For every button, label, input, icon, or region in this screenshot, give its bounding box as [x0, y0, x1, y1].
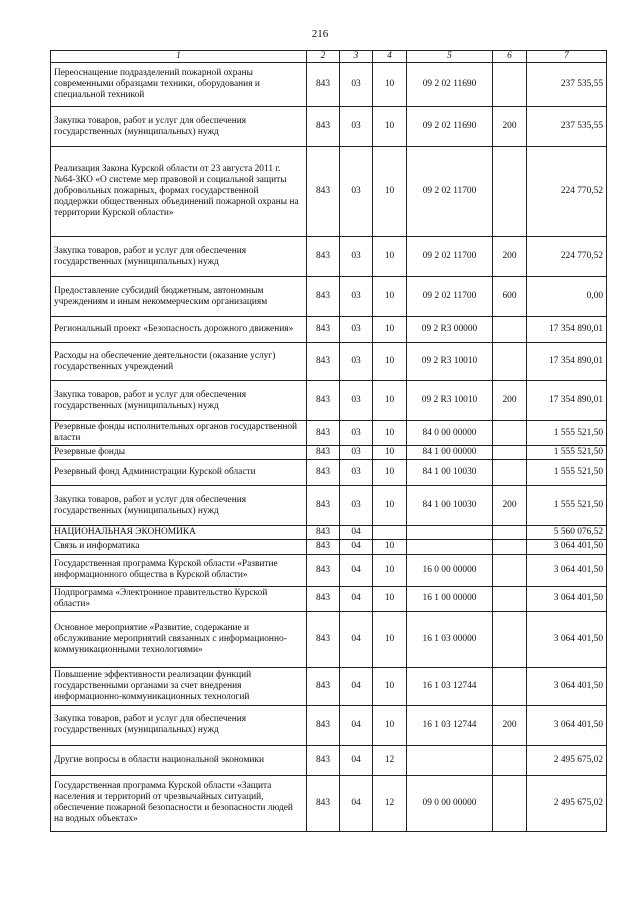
- target-article-code: 09 2 02 11690: [407, 63, 493, 107]
- section-code: 04: [340, 540, 373, 554]
- ministry-code: 843: [307, 317, 340, 343]
- target-article-code: 09 2 R3 10010: [407, 343, 493, 381]
- item-name: Предоставление субсидий бюджетным, автономным учреждениям и иным некоммерческим организациям: [51, 277, 307, 317]
- ministry-code: 843: [307, 745, 340, 775]
- subsection-code: 10: [373, 705, 407, 745]
- item-name: Государственная программа Курской области «Защита населения и территорий от чрезвычайных ситуаций, обеспечение пожарной безопасности и безопасности людей на водных объектах»: [51, 775, 307, 831]
- target-article-code: [407, 745, 493, 775]
- target-article-code: 09 0 00 00000: [407, 775, 493, 831]
- item-name: Закупка товаров, работ и услуг для обеспечения государственных (муниципальных) нужд: [51, 486, 307, 526]
- subsection-code: 10: [373, 107, 407, 147]
- table-row: [51, 526, 607, 540]
- target-article-code: [407, 540, 493, 554]
- target-article-code: 09 2 R3 10010: [407, 381, 493, 421]
- section-code: 03: [340, 343, 373, 381]
- expense-type-code: [493, 63, 527, 107]
- expense-type-code: [493, 586, 527, 611]
- table-row: [51, 237, 607, 277]
- amount: 5 560 076,52: [527, 526, 607, 540]
- subsection-code: 10: [373, 343, 407, 381]
- column-header: 4: [373, 51, 407, 63]
- amount: 0,00: [527, 277, 607, 317]
- target-article-code: 09 2 02 11690: [407, 107, 493, 147]
- expense-type-code: [493, 460, 527, 486]
- ministry-code: 843: [307, 421, 340, 446]
- item-name: Связь и информатика: [51, 540, 307, 554]
- expense-type-code: [493, 147, 527, 237]
- subsection-code: 10: [373, 147, 407, 237]
- subsection-code: 10: [373, 421, 407, 446]
- ministry-code: 843: [307, 586, 340, 611]
- section-code: 03: [340, 446, 373, 460]
- expense-type-code: [493, 540, 527, 554]
- ministry-code: 843: [307, 775, 340, 831]
- expense-type-code: [493, 775, 527, 831]
- item-name: НАЦИОНАЛЬНАЯ ЭКОНОМИКА: [51, 526, 307, 540]
- item-name: Резервные фонды исполнительных органов государственной власти: [51, 421, 307, 446]
- amount: 1 555 521,50: [527, 486, 607, 526]
- item-name: Повышение эффективности реализации функций государственными органами за счет внедрения информационно-коммуникационных технологий: [51, 667, 307, 705]
- page-number: 216: [311, 28, 329, 40]
- item-name: Реализация Закона Курской области от 23 августа 2011 г. №64-ЗКО «О системе мер правовой и социальной защиты добровольных пожарных, формах государственной поддержки общественных объединений пожарной охраны на территории Курской области»: [51, 147, 307, 237]
- target-article-code: 84 0 00 00000: [407, 421, 493, 446]
- amount: 237 535,55: [527, 63, 607, 107]
- subsection-code: 10: [373, 460, 407, 486]
- amount: 3 064 401,50: [527, 586, 607, 611]
- section-code: 04: [340, 775, 373, 831]
- column-header: 7: [527, 51, 607, 63]
- section-code: 04: [340, 611, 373, 667]
- subsection-code: 12: [373, 745, 407, 775]
- target-article-code: 84 1 00 10030: [407, 486, 493, 526]
- table-row: [51, 554, 607, 586]
- table-row: [51, 63, 607, 107]
- section-code: 03: [340, 381, 373, 421]
- subsection-code: 10: [373, 540, 407, 554]
- section-code: 03: [340, 277, 373, 317]
- target-article-code: 09 2 02 11700: [407, 237, 493, 277]
- expense-type-code: [493, 421, 527, 446]
- ministry-code: 843: [307, 540, 340, 554]
- expense-type-code: [493, 446, 527, 460]
- target-article-code: 16 1 00 00000: [407, 586, 493, 611]
- section-code: 04: [340, 745, 373, 775]
- expense-type-code: [493, 611, 527, 667]
- target-article-code: 09 2 R3 00000: [407, 317, 493, 343]
- item-name: Резервные фонды: [51, 446, 307, 460]
- ministry-code: 843: [307, 277, 340, 317]
- expense-type-code: 200: [493, 705, 527, 745]
- amount: 1 555 521,50: [527, 460, 607, 486]
- amount: 3 064 401,50: [527, 540, 607, 554]
- subsection-code: 10: [373, 554, 407, 586]
- item-name: Подпрограмма «Электронное правительство Курской области»: [51, 586, 307, 611]
- expense-type-code: [493, 526, 527, 540]
- amount: 224 770,52: [527, 147, 607, 237]
- subsection-code: 10: [373, 237, 407, 277]
- column-header: 3: [340, 51, 373, 63]
- section-code: 04: [340, 586, 373, 611]
- item-name: Резервный фонд Администрации Курской области: [51, 460, 307, 486]
- amount: 237 535,55: [527, 107, 607, 147]
- expense-type-code: [493, 745, 527, 775]
- item-name: Другие вопросы в области национальной экономики: [51, 745, 307, 775]
- expense-type-code: 200: [493, 237, 527, 277]
- column-header: 5: [407, 51, 493, 63]
- ministry-code: 843: [307, 147, 340, 237]
- target-article-code: 16 1 03 12744: [407, 667, 493, 705]
- amount: 1 555 521,50: [527, 421, 607, 446]
- table-row: [51, 667, 607, 705]
- expense-type-code: [493, 343, 527, 381]
- expense-type-code: 600: [493, 277, 527, 317]
- section-code: 03: [340, 107, 373, 147]
- subsection-code: 12: [373, 775, 407, 831]
- amount: 224 770,52: [527, 237, 607, 277]
- table-row: [51, 611, 607, 667]
- ministry-code: 843: [307, 667, 340, 705]
- table-row: [51, 421, 607, 446]
- expense-type-code: [493, 667, 527, 705]
- target-article-code: 84 1 00 00000: [407, 446, 493, 460]
- subsection-code: 10: [373, 446, 407, 460]
- item-name: Закупка товаров, работ и услуг для обеспечения государственных (муниципальных) нужд: [51, 107, 307, 147]
- amount: 3 064 401,50: [527, 611, 607, 667]
- amount: 17 354 890,01: [527, 381, 607, 421]
- table-row: [51, 460, 607, 486]
- target-article-code: 09 2 02 11700: [407, 147, 493, 237]
- table-row: [51, 107, 607, 147]
- amount: 17 354 890,01: [527, 317, 607, 343]
- ministry-code: 843: [307, 446, 340, 460]
- column-header: 2: [307, 51, 340, 63]
- expense-type-code: 200: [493, 107, 527, 147]
- ministry-code: 843: [307, 526, 340, 540]
- expense-type-code: [493, 317, 527, 343]
- amount: 3 064 401,50: [527, 705, 607, 745]
- table-row: [51, 381, 607, 421]
- section-code: 03: [340, 147, 373, 237]
- item-name: Государственная программа Курской области «Развитие информационного общества в Курской области»: [51, 554, 307, 586]
- ministry-code: 843: [307, 486, 340, 526]
- ministry-code: 843: [307, 107, 340, 147]
- amount: 3 064 401,50: [527, 554, 607, 586]
- table-row: [51, 586, 607, 611]
- section-code: 03: [340, 237, 373, 277]
- section-code: 03: [340, 63, 373, 107]
- table-row: [51, 446, 607, 460]
- column-header: 6: [493, 51, 527, 63]
- table-row: [51, 540, 607, 554]
- subsection-code: 10: [373, 611, 407, 667]
- amount: 3 064 401,50: [527, 667, 607, 705]
- subsection-code: 10: [373, 486, 407, 526]
- section-code: 03: [340, 421, 373, 446]
- subsection-code: 10: [373, 586, 407, 611]
- section-code: 03: [340, 317, 373, 343]
- target-article-code: 16 1 03 12744: [407, 705, 493, 745]
- target-article-code: 16 0 00 00000: [407, 554, 493, 586]
- item-name: Региональный проект «Безопасность дорожного движения»: [51, 317, 307, 343]
- subsection-code: 10: [373, 277, 407, 317]
- expense-type-code: 200: [493, 486, 527, 526]
- target-article-code: [407, 526, 493, 540]
- ministry-code: 843: [307, 460, 340, 486]
- expense-type-code: 200: [493, 381, 527, 421]
- item-name: Закупка товаров, работ и услуг для обеспечения государственных (муниципальных) нужд: [51, 381, 307, 421]
- item-name: Переоснащение подразделений пожарной охраны современными образцами техники, оборудования и специальной техникой: [51, 63, 307, 107]
- ministry-code: 843: [307, 63, 340, 107]
- item-name: Основное мероприятие «Развитие, содержание и обслуживание мероприятий связанных с информационно-коммуникационными технологиями»: [51, 611, 307, 667]
- item-name: Закупка товаров, работ и услуг для обеспечения государственных (муниципальных) нужд: [51, 705, 307, 745]
- table-row: [51, 277, 607, 317]
- ministry-code: 843: [307, 705, 340, 745]
- table-row: [51, 775, 607, 831]
- table-row: [51, 745, 607, 775]
- budget-table: [50, 50, 607, 832]
- item-name: Закупка товаров, работ и услуг для обеспечения государственных (муниципальных) нужд: [51, 237, 307, 277]
- section-code: 04: [340, 554, 373, 586]
- table-row: [51, 705, 607, 745]
- table-row: [51, 147, 607, 237]
- amount: 17 354 890,01: [527, 343, 607, 381]
- section-code: 03: [340, 460, 373, 486]
- ministry-code: 843: [307, 611, 340, 667]
- subsection-code: 10: [373, 667, 407, 705]
- amount: 2 495 675,02: [527, 745, 607, 775]
- subsection-code: 10: [373, 317, 407, 343]
- table-row: [51, 486, 607, 526]
- amount: 1 555 521,50: [527, 446, 607, 460]
- target-article-code: 16 1 03 00000: [407, 611, 493, 667]
- table-row: [51, 343, 607, 381]
- subsection-code: [373, 526, 407, 540]
- column-header: 1: [51, 51, 307, 63]
- table-header-row: [51, 51, 607, 63]
- section-code: 03: [340, 486, 373, 526]
- subsection-code: 10: [373, 63, 407, 107]
- section-code: 04: [340, 705, 373, 745]
- amount: 2 495 675,02: [527, 775, 607, 831]
- section-code: 04: [340, 667, 373, 705]
- ministry-code: 843: [307, 343, 340, 381]
- ministry-code: 843: [307, 237, 340, 277]
- item-name: Расходы на обеспечение деятельности (оказание услуг) государственных учреждений: [51, 343, 307, 381]
- expense-type-code: [493, 554, 527, 586]
- section-code: 04: [340, 526, 373, 540]
- target-article-code: 84 1 00 10030: [407, 460, 493, 486]
- ministry-code: 843: [307, 554, 340, 586]
- subsection-code: 10: [373, 381, 407, 421]
- table-row: [51, 317, 607, 343]
- target-article-code: 09 2 02 11700: [407, 277, 493, 317]
- ministry-code: 843: [307, 381, 340, 421]
